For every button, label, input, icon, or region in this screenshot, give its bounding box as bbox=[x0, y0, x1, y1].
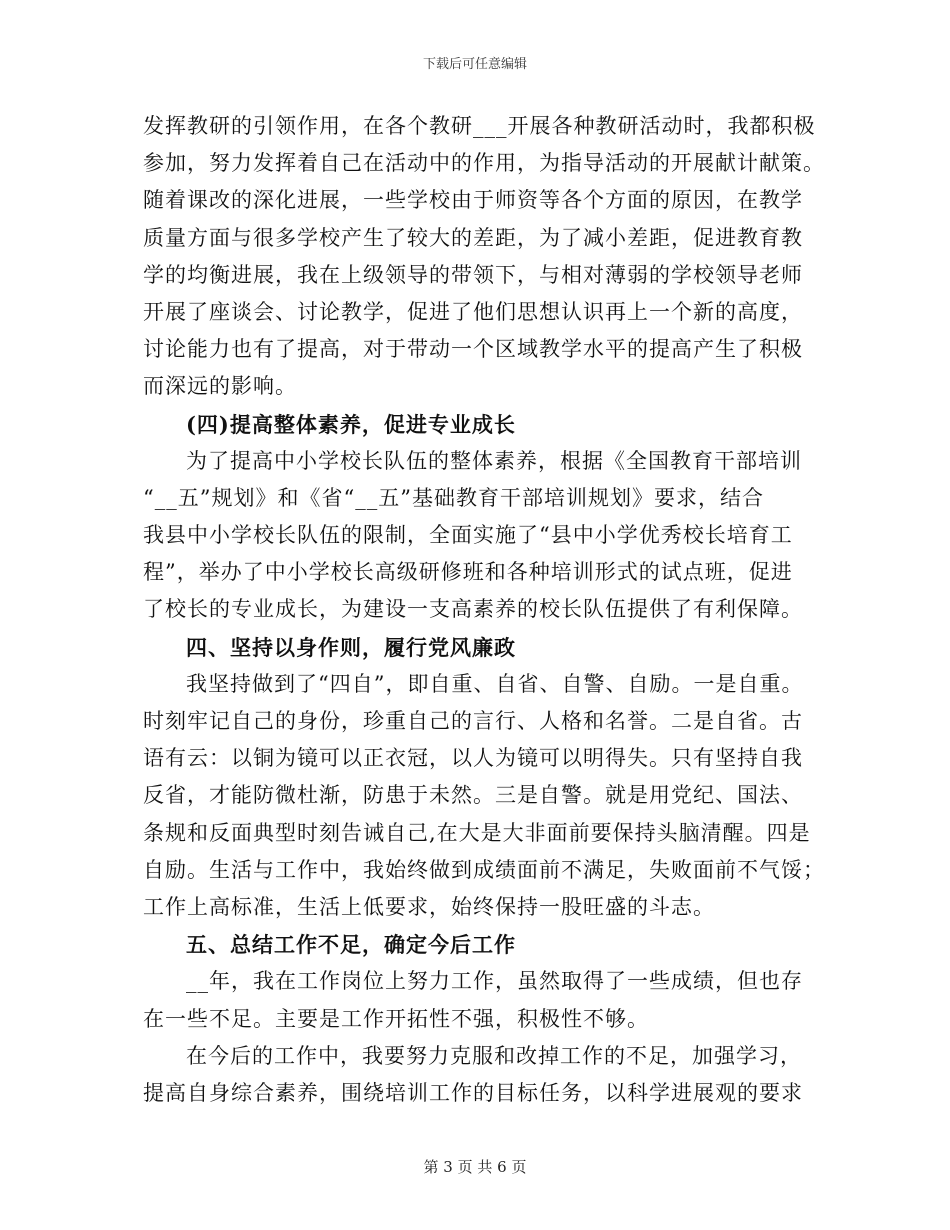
text-line: “__五”规划》和《省“__五”基础教育干部培训规划》要求，结合 bbox=[143, 485, 764, 510]
text-line: 在一些不足。主要是工作开拓性不强，积极性不够。 bbox=[143, 1006, 649, 1031]
text-line: 发挥教研的引领作用，在各个教研___开展各种教研活动时，我都积极 bbox=[143, 114, 816, 138]
text-line: 反省，才能防微杜渐，防患于未然。三是自警。就是用党纪、国法、 bbox=[143, 783, 803, 808]
text-line: 条规和反面典型时刻告诫自己,在大是大非面前要保持头脑清醒。四是 bbox=[143, 820, 811, 845]
section-heading-4: 四、坚持以身作则，履行党风廉政 bbox=[186, 634, 516, 660]
text-line: 了校长的专业成长，为建设一支高素养的校长队伍提供了有利保障。 bbox=[143, 597, 803, 622]
text-line: 参加，努力发挥着自己在活动中的作用，为指导活动的开展献计献策。 bbox=[143, 151, 825, 176]
text-line: 时刻牢记自己的身份，珍重自己的言行、人格和名誉。二是自省。古 bbox=[143, 709, 803, 733]
text-line: 我坚持做到了“四自”，即自重、自省、自警、自励。一是自重。 bbox=[186, 671, 804, 696]
section-heading-4-sub: (四)提高整体素养，促进专业成长 bbox=[186, 411, 516, 437]
text-line: 工作上高标准，生活上低要求，始终保持一股旺盛的斗志。 bbox=[143, 894, 715, 919]
document-body bbox=[143, 108, 825, 1112]
text-line: 学的均衡进展，我在上级领导的带领下，与相对薄弱的学校领导老师 bbox=[143, 262, 803, 287]
page-header-note: 下载后可任意编辑 bbox=[422, 57, 527, 72]
text-line: __年，我在工作岗位上努力工作，虽然取得了一些成绩，但也存 bbox=[186, 969, 803, 994]
text-line: 为了提高中小学校长队伍的整体素养，根据《全国教育干部培训 bbox=[186, 448, 802, 473]
text-line: 而深远的影响。 bbox=[143, 374, 297, 399]
text-line: 自励。生活与工作中，我始终做到成绩面前不满足，失败面前不气馁； bbox=[143, 857, 825, 882]
text-line: 随着课改的深化进展，一些学校由于师资等各个方面的原因，在教学 bbox=[143, 188, 803, 213]
text-line: 讨论能力也有了提高，对于带动一个区域教学水平的提高产生了积极 bbox=[143, 337, 803, 362]
text-line: 开展了座谈会、讨论教学，促进了他们思想认识再上一个新的高度， bbox=[143, 299, 803, 324]
text-line: 质量方面与很多学校产生了较大的差距，为了减小差距，促进教育教 bbox=[143, 225, 803, 250]
text-line: 在今后的工作中，我要努力克服和改掉工作的不足，加强学习， bbox=[186, 1043, 802, 1068]
page-number: 第 3 页 共 6 页 bbox=[423, 1158, 527, 1176]
text-line: 程”，举办了中小学校长高级研修班和各种培训形式的试点班，促进 bbox=[143, 560, 793, 585]
text-line: 我县中小学校长队伍的限制，全面实施了“县中小学优秀校长培育工 bbox=[143, 523, 793, 548]
section-heading-5: 五、总结工作不足，确定今后工作 bbox=[186, 932, 516, 958]
text-line: 语有云：以铜为镜可以正衣冠，以人为镜可以明得失。只有坚持自我 bbox=[143, 746, 803, 771]
text-line: 提高自身综合素养，围绕培训工作的目标任务，以科学进展观的要求 bbox=[143, 1080, 803, 1105]
